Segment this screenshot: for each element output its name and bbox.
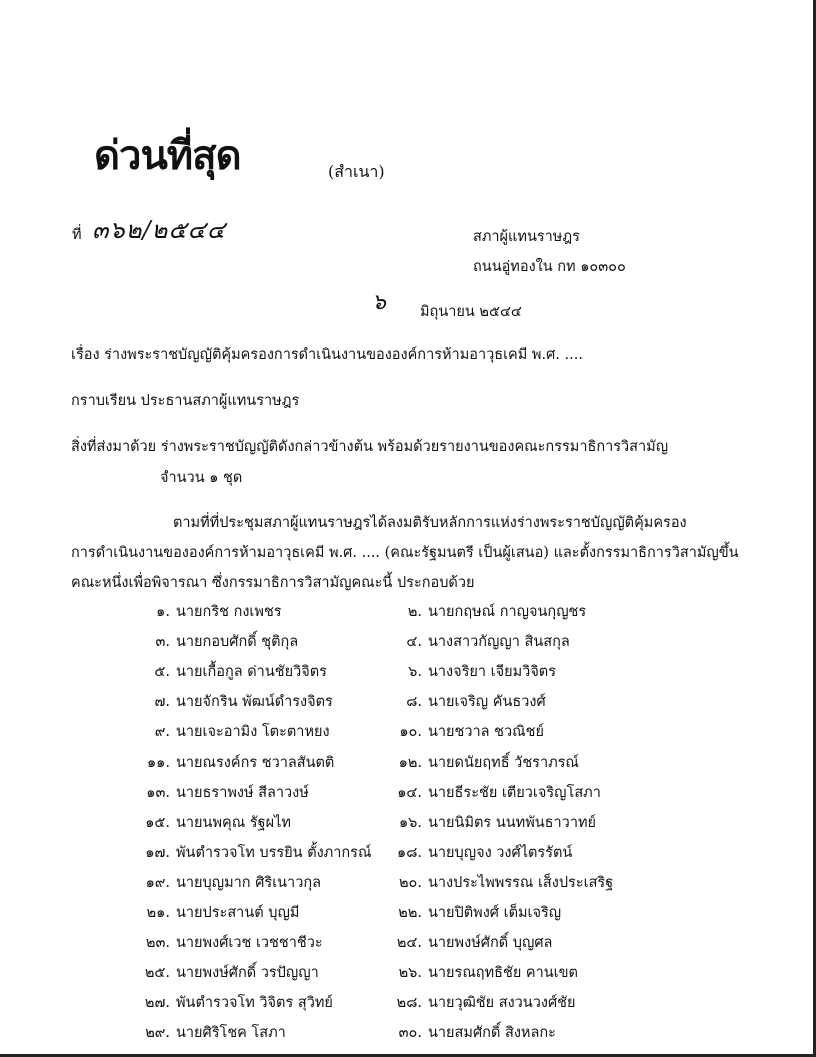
member-name: นายพงศ์เวช เวชชาชีวะ [176, 935, 323, 952]
member-name: นายนิมิตร นนทพันธาวาทย์ [428, 814, 597, 831]
doc-number-value: ๓๖๒/๒๕๔๔ [92, 216, 226, 244]
member-item [126, 935, 323, 952]
member-item [126, 634, 298, 651]
member-name: นายนพคุณ รัฐผไท [176, 814, 291, 831]
salutation-line: กราบเรียน ประธานสภาผู้แทนราษฎร [71, 393, 300, 409]
urgent-stamp: ด่วนที่สุด [94, 133, 241, 179]
member-number: ๒๕. [144, 965, 170, 982]
member-number: ๒๗. [144, 995, 170, 1012]
member-number: ๕. [154, 664, 170, 681]
member-number: ๑. [156, 604, 170, 620]
member-number: ๒๖. [398, 965, 422, 982]
subject-line: เรื่อง ร่างพระราชบัญญัติคุ้มครองการดำเนินงานขององค์การห้ามอาวุธเคมี พ.ศ. .... [71, 347, 583, 363]
member-number: ๒๓. [145, 935, 170, 952]
member-number: ๑๖. [398, 814, 422, 831]
member-number: ๓๐. [398, 1025, 422, 1042]
member-name: นายวุฒิชัย สงวนวงศ์ชัย [428, 995, 576, 1012]
member-number: ๑๕. [145, 814, 170, 831]
member-name: นายศิริโชค โสภา [176, 1025, 286, 1042]
member-number: ๑๐. [399, 724, 422, 741]
member-name: นายกริช กงเพชร [176, 604, 282, 620]
member-item [378, 1025, 556, 1042]
member-name: นายพงษ์ศักดิ์ บุญศล [428, 935, 553, 952]
member-item [378, 995, 576, 1012]
member-item [126, 694, 333, 711]
member-name: นายประสานต์ บุญมี [176, 905, 300, 921]
member-name: นายปิติพงศ์ เต็มเจริญ [428, 905, 562, 921]
member-item [126, 785, 309, 802]
member-item [126, 965, 319, 982]
member-number: ๗. [154, 694, 170, 711]
member-number: ๑๘. [397, 844, 422, 861]
member-name: นางจริยา เจียมวิจิตร [428, 664, 557, 681]
member-name: นายธีระชัย เตียวเจริญโสภา [428, 784, 601, 801]
member-item [378, 694, 546, 711]
date-day: ๖ [372, 290, 386, 315]
member-name: นายเจริญ คันธวงศ์ [428, 694, 546, 711]
member-name: นายกอบศักดิ์ ชุติกุล [176, 634, 299, 651]
member-number: ๑๓. [146, 784, 170, 801]
member-name: นายเจะอามิง โตะตาหยง [176, 724, 330, 741]
member-name: นายกฤษณ์ กาญจนกุญชร [428, 604, 587, 620]
member-item [126, 815, 291, 832]
member-item [378, 815, 596, 832]
member-number: ๑๒. [398, 754, 422, 771]
member-number: ๑๙. [145, 874, 170, 891]
member-item [378, 845, 572, 862]
date-month-year: มิถุนายน ๒๕๔๔ [420, 304, 522, 320]
member-item [378, 935, 552, 952]
member-item [126, 905, 299, 922]
member-item [126, 755, 334, 772]
member-name: นายสมศักดิ์ สิงหลกะ [428, 1025, 556, 1042]
enclosure-line-1: สิ่งที่ส่งมาด้วย ร่างพระราชบัญญัติดังกล่าวข้างต้น พร้อมด้วยรายงานของคณะกรรมาธิการวิสามัญ [71, 439, 669, 455]
member-number: ๒๒. [398, 905, 422, 921]
member-name: นายรณฤทธิชัย คานเขต [428, 965, 578, 982]
member-item [126, 664, 327, 681]
member-item [378, 604, 586, 621]
member-item [126, 845, 371, 862]
member-item [126, 1025, 286, 1042]
member-name: นายจักริน พัฒน์ดำรงจิตร [176, 694, 333, 711]
member-number: ๑๑. [146, 754, 170, 771]
member-number: ๒๐. [398, 874, 422, 891]
member-number: ๘. [406, 694, 422, 711]
member-item [126, 875, 321, 892]
member-number: ๒๘. [396, 995, 422, 1012]
member-number: ๔. [406, 634, 422, 651]
member-number: ๒๑. [146, 905, 170, 921]
member-item [126, 995, 333, 1012]
body-paragraph-line-1: ตามที่ที่ประชุมสภาผู้แทนราษฎรได้ลงมติรับหลักการแห่งร่างพระราชบัญญัติคุ้มครอง [173, 515, 687, 531]
member-item [378, 905, 561, 922]
member-name: นายณรงค์กร ชวาลสันตติ [176, 754, 335, 771]
member-name: พันตำรวจโท วิจิตร สุวิทย์ [176, 995, 333, 1012]
member-item [378, 965, 578, 982]
member-number: ๒๔. [396, 935, 422, 952]
member-number: ๒. [407, 604, 422, 620]
member-item [378, 875, 613, 892]
enclosure-line-2: จำนวน ๑ ชุด [160, 470, 243, 486]
body-paragraph-line-2: การดำเนินงานขององค์การห้ามอาวุธเคมี พ.ศ. .... (คณะรัฐมนตรี เป็นผู้เสนอ) และตั้งกรรมาธิการวิสามัญขึ้น [71, 545, 739, 561]
member-item [378, 785, 601, 802]
member-item [378, 755, 579, 772]
body-paragraph-line-3: คณะหนึ่งเพื่อพิจารณา ซึ่งกรรมาธิการวิสามัญคณะนี้ ประกอบด้วย [71, 575, 475, 591]
member-item [126, 724, 330, 741]
member-name: พันตำรวจโท บรรยิน ตั้งภากรณ์ [176, 844, 372, 861]
member-item [378, 724, 544, 741]
member-name: นายชวาล ชวณิชย์ [428, 724, 544, 741]
member-item [378, 664, 556, 681]
doc-number-label: ที่ [72, 227, 82, 243]
member-number: ๑๔. [397, 784, 422, 801]
member-name: นายธราพงษ์ สีลาวงษ์ [176, 784, 309, 801]
address-line-2: ถนนอู่ทองใน กท ๑๐๓๐๐ [473, 259, 626, 275]
member-name: นางประไพพรรณ เส็งประเสริฐ [428, 874, 614, 891]
member-name: นายเกื้อกูล ด่านชัยวิจิตร [176, 664, 327, 681]
copy-label: (สำเนา) [328, 162, 385, 181]
member-name: นางสาวกัญญา สินสกุล [428, 634, 570, 651]
member-number: ๒๙. [145, 1025, 170, 1042]
member-number: ๑๗. [145, 844, 170, 861]
member-number: ๙. [154, 724, 170, 741]
member-item [378, 634, 570, 651]
member-name: นายดนัยฤทธิ์ วัชราภรณ์ [428, 754, 579, 771]
member-name: นายบุญมาก ศิริเนาวกุล [176, 874, 322, 891]
member-name: นายบุญจง วงศ์ไตรรัตน์ [428, 844, 573, 861]
address-line-1: สภาผู้แทนราษฎร [473, 229, 580, 245]
member-item [126, 604, 282, 621]
member-name: นายพงษ์ศักดิ์ วรปัญญา [176, 965, 319, 982]
member-number: ๖. [408, 664, 422, 681]
member-number: ๓. [155, 634, 170, 651]
